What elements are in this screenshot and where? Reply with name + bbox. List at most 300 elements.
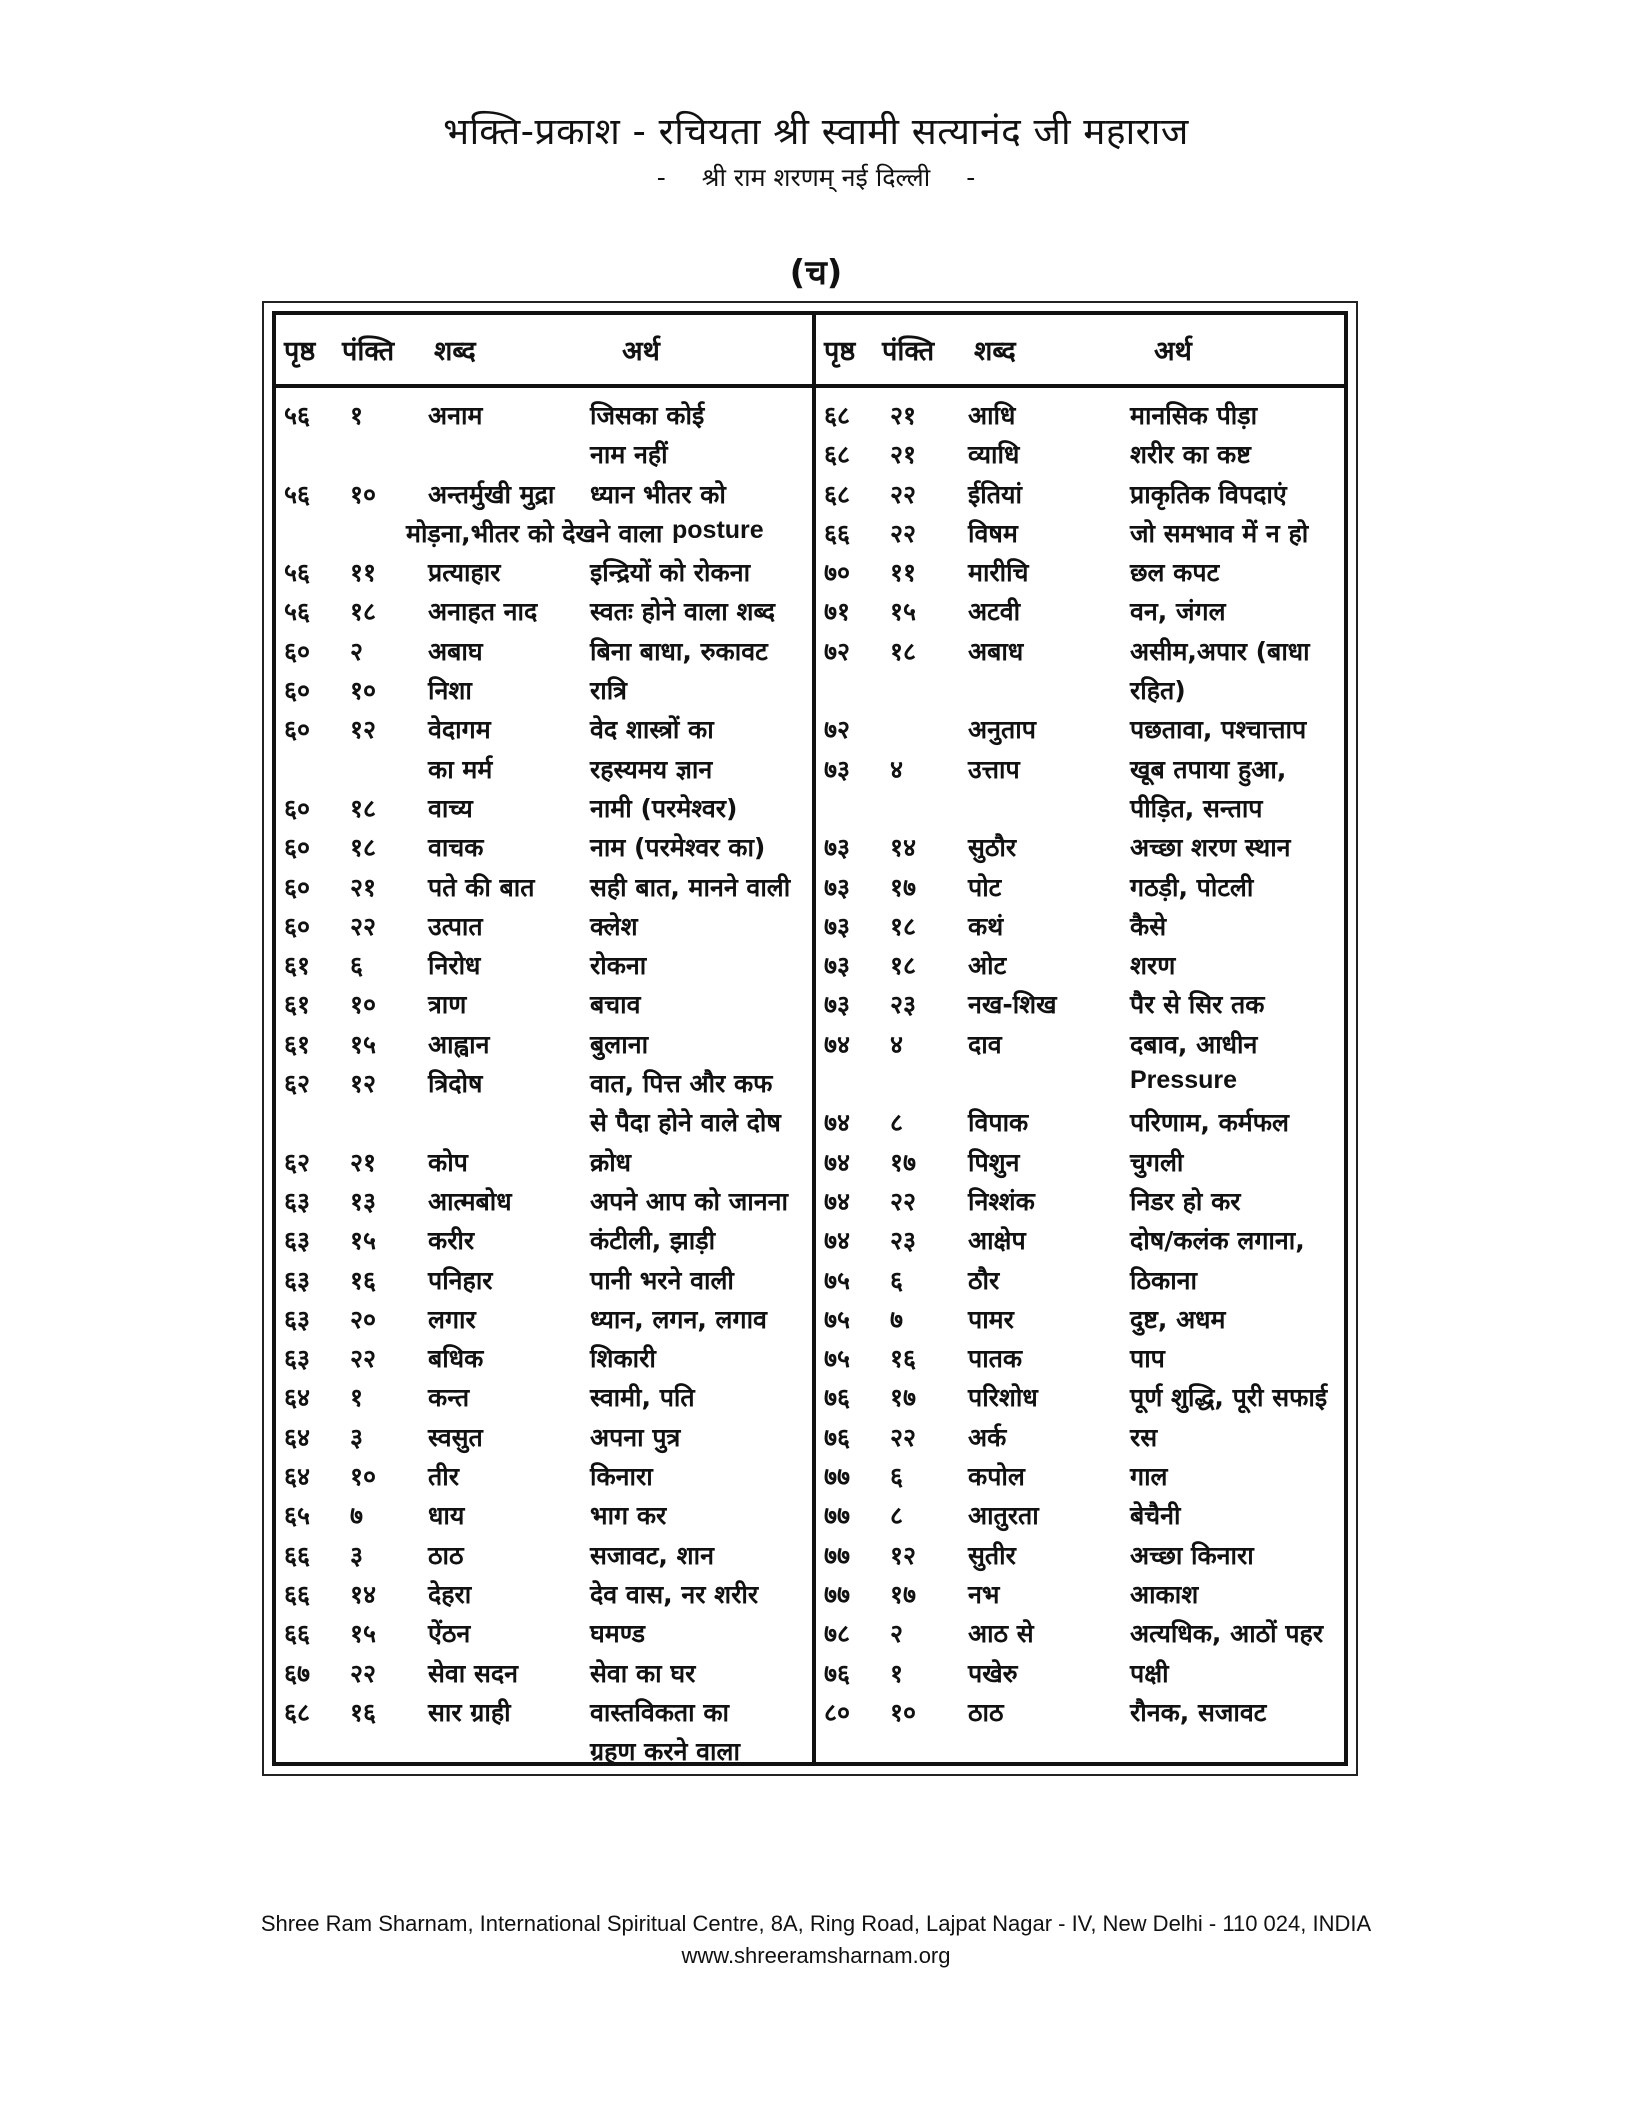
word: कन्त [428, 1383, 470, 1413]
word: अनाहत नाद [428, 597, 538, 627]
word: आठ से [968, 1619, 1034, 1649]
line-number: १८ [890, 911, 917, 941]
meaning-continuation: मोड़ना,भीतर को देखने वाला [406, 518, 663, 548]
meaning: पाप [1130, 1344, 1165, 1374]
page-number: ७५ [824, 1265, 851, 1295]
table-row [816, 551, 1348, 590]
table-row [276, 1691, 812, 1730]
meaning: गाल [1130, 1462, 1168, 1492]
meaning: कैसे [1130, 911, 1167, 941]
line-number: १५ [890, 597, 917, 627]
word: उत्पात [428, 911, 483, 941]
page-number: ७७ [824, 1462, 851, 1492]
page-number: ७७ [824, 1579, 851, 1609]
table-row [276, 590, 812, 629]
meaning: पैर से सिर तक [1130, 990, 1265, 1020]
meaning: बचाव [590, 990, 641, 1020]
page-number: ५६ [284, 479, 311, 509]
left-rows [276, 394, 812, 1769]
page-number: ६२ [284, 1147, 311, 1177]
page-number: ८० [824, 1697, 851, 1727]
page-number: ७२ [824, 636, 851, 666]
table-row [816, 905, 1348, 944]
meaning: अच्छा शरण स्थान [1130, 833, 1291, 863]
line-number: १४ [890, 833, 917, 863]
word: ओट [968, 951, 1007, 981]
meaning: शरीर का कष्ट [1130, 440, 1251, 470]
word: ठाठ [968, 1697, 1004, 1727]
table-row [816, 473, 1348, 512]
table-row [276, 944, 812, 983]
page-number: ७७ [824, 1540, 851, 1570]
meaning: खूब तपाया हुआ, [1130, 754, 1287, 784]
table-row [816, 512, 1348, 551]
line-number: १६ [350, 1265, 377, 1295]
table-row [276, 433, 812, 472]
word: का मर्म [428, 754, 493, 784]
header-line: पंक्ति [342, 336, 395, 367]
line-number: ८ [890, 1108, 904, 1138]
header-meaning: अर्थ [622, 336, 660, 367]
right-rows [816, 394, 1348, 1730]
line-number: २३ [890, 1226, 917, 1256]
page-number: ६८ [824, 401, 851, 430]
page-number: ७८ [824, 1619, 851, 1649]
table-row [276, 1337, 812, 1376]
page-number: ६० [284, 793, 311, 823]
page-number: ७४ [824, 1226, 851, 1256]
table-row [276, 630, 812, 669]
meaning: ग्रहण करने वाला [590, 1737, 740, 1767]
word: ईतियां [968, 479, 1022, 509]
table-row [816, 630, 1348, 669]
header-page: पृष्ठ [284, 336, 316, 367]
line-number: २ [350, 636, 364, 666]
meaning: किनारा [590, 1462, 653, 1492]
line-number: १७ [890, 1579, 917, 1609]
word: पते की बात [428, 872, 535, 902]
table-row [276, 1612, 812, 1651]
line-number: १७ [890, 1383, 917, 1413]
page-number: ७४ [824, 1147, 851, 1177]
meaning: मानसिक पीड़ा [1130, 401, 1258, 430]
word: विपाक [968, 1108, 1029, 1138]
table-row [276, 1219, 812, 1258]
meaning: असीम,अपार (बाधा [1130, 636, 1310, 666]
meaning: रौनक, सजावट [1130, 1697, 1267, 1727]
line-number: २१ [890, 401, 917, 430]
page-number: ७४ [824, 1186, 851, 1216]
meaning: दोष/कलंक लगाना, [1130, 1226, 1305, 1256]
meaning: बुलाना [590, 1029, 649, 1059]
table-row [816, 1337, 1348, 1376]
line-number: ११ [350, 558, 377, 588]
line-number: १२ [350, 715, 377, 745]
meaning: ध्यान भीतर को [590, 479, 726, 509]
word: नभ [968, 1579, 1000, 1609]
left-header-row [276, 315, 812, 384]
meaning: नामी (परमेश्वर) [590, 793, 738, 823]
table-row [276, 1455, 812, 1494]
line-number: २२ [890, 518, 917, 548]
table-row [276, 1023, 812, 1062]
page-number: ६१ [284, 1029, 311, 1059]
page-number: ७५ [824, 1304, 851, 1334]
right-column [816, 315, 1348, 1762]
meaning: बेचैनी [1130, 1501, 1181, 1531]
meaning: प्राकृतिक विपदाएं [1130, 479, 1287, 509]
line-number: १० [350, 676, 377, 706]
line-number: ३ [350, 1422, 364, 1452]
page-number: ६० [284, 636, 311, 666]
line-number: २२ [890, 1186, 917, 1216]
meaning: गठड़ी, पोटली [1130, 872, 1254, 902]
word: अनुताप [968, 715, 1036, 745]
meaning: वन, जंगल [1130, 597, 1226, 627]
page-number: ६१ [284, 990, 311, 1020]
word: वेदागम [428, 715, 491, 745]
table-row [816, 1652, 1348, 1691]
word: आधि [968, 401, 1016, 430]
meaning: चुगली [1130, 1147, 1184, 1177]
meaning-english: Pressure [1130, 1066, 1238, 1095]
word: परिशोध [968, 1383, 1038, 1413]
table-row [276, 1101, 812, 1140]
line-number: ६ [350, 951, 364, 981]
page-number: ७३ [824, 833, 851, 863]
word: मारीचि [968, 558, 1029, 588]
word: वाच्य [428, 793, 473, 823]
table-row [816, 748, 1348, 787]
word: त्राण [428, 990, 467, 1020]
table-row [816, 826, 1348, 865]
page-number: ७२ [824, 715, 851, 745]
word: कथं [968, 911, 1004, 941]
line-number: १० [350, 479, 377, 509]
left-column [276, 315, 812, 1767]
meaning: पानी भरने वाली [590, 1265, 734, 1295]
page-number: ६३ [284, 1304, 311, 1334]
header-word: शब्द [974, 336, 1016, 367]
section-heading: (च) [789, 253, 843, 293]
table-row [276, 1259, 812, 1298]
line-number: १३ [350, 1186, 377, 1216]
line-number: १६ [890, 1344, 917, 1374]
line-number: १४ [350, 1579, 377, 1609]
line-number: ४ [890, 754, 904, 784]
word: पामर [968, 1304, 1014, 1334]
line-number: २० [350, 1304, 377, 1334]
meaning: अच्छा किनारा [1130, 1540, 1254, 1570]
page-number: ६० [284, 911, 311, 941]
subtitle-text: श्री राम शरणम् नई दिल्ली [701, 163, 931, 192]
table-row [276, 1534, 812, 1573]
page-number: ६० [284, 715, 311, 745]
footer-address: Shree Ram Sharnam, International Spiritual Centre, 8A, Ring Road, Lajpat Nagar - IV, New Delhi - 110 024, INDIA [260, 1911, 1372, 1936]
meaning: रात्रि [590, 676, 627, 706]
line-number: १२ [350, 1069, 377, 1099]
word: कपोल [968, 1462, 1025, 1492]
meaning: अपना पुत्र [590, 1422, 681, 1452]
word: पिशुन [968, 1147, 1020, 1177]
meaning: क्रोध [590, 1147, 632, 1177]
meaning: पछतावा, पश्चात्ताप [1130, 715, 1307, 745]
line-number: १८ [890, 951, 917, 981]
word: प्रत्याहार [428, 558, 501, 588]
page-subtitle [0, 160, 1632, 194]
table-row [276, 708, 812, 747]
table-row [276, 905, 812, 944]
word: पातक [968, 1344, 1023, 1374]
table-row [816, 708, 1348, 747]
table-row [276, 512, 812, 551]
meaning: वास्तविकता का [590, 1697, 730, 1727]
meaning: निडर हो कर [1130, 1186, 1241, 1216]
meaning: घमण्ड [590, 1619, 645, 1649]
right-header-row [816, 315, 1348, 384]
table-row [816, 1691, 1348, 1730]
line-number: ४ [890, 1029, 904, 1059]
word: ठौर [968, 1265, 1000, 1295]
page-number: ७४ [824, 1108, 851, 1138]
table-row [816, 1298, 1348, 1337]
subtitle-dash-left: - [656, 163, 666, 192]
page-number: ६३ [284, 1226, 311, 1256]
line-number: २२ [350, 1344, 377, 1374]
subtitle-dash-right: - [966, 163, 976, 192]
line-number: १७ [890, 872, 917, 902]
table-row [816, 1259, 1348, 1298]
word: सार ग्राही [428, 1697, 511, 1727]
page-number: ७३ [824, 990, 851, 1020]
word: दाव [968, 1029, 1002, 1059]
page-number: ६८ [824, 440, 851, 470]
word: सुतीर [968, 1540, 1016, 1570]
page-number: ६१ [284, 951, 311, 981]
meaning: क्लेश [590, 911, 638, 941]
line-number: १० [890, 1697, 917, 1727]
page-number: ६० [284, 833, 311, 863]
meaning: ध्यान, लगन, लगाव [590, 1304, 767, 1334]
table-row [816, 1494, 1348, 1533]
meaning: जिसका कोई [590, 401, 705, 430]
table-row [816, 590, 1348, 629]
table-row [276, 1416, 812, 1455]
line-number: १ [350, 401, 364, 430]
meaning-english: posture [672, 515, 764, 544]
table-row [276, 866, 812, 905]
page-number: ६४ [284, 1462, 311, 1492]
table-row [816, 787, 1348, 826]
table-row [816, 1141, 1348, 1180]
word: अन्तर्मुखी मुद्रा [428, 479, 555, 509]
page-number: ७६ [824, 1422, 851, 1452]
table-row [276, 1062, 812, 1101]
meaning: सेवा का घर [590, 1658, 696, 1688]
meaning: शिकारी [590, 1344, 656, 1374]
header-line: पंक्ति [882, 336, 935, 367]
table-row [816, 1219, 1348, 1258]
page-number: ६३ [284, 1265, 311, 1295]
meaning: स्वतः होने वाला शब्द [590, 597, 776, 627]
meaning: देव वास, नर शरीर [590, 1579, 759, 1609]
header-word: शब्द [434, 336, 476, 367]
meaning: भाग कर [590, 1501, 667, 1531]
meaning: बिना बाधा, रुकावट [590, 636, 768, 666]
page-number: ६३ [284, 1344, 311, 1374]
word: ठाठ [428, 1540, 464, 1570]
word: नख-शिख [968, 990, 1057, 1020]
meaning: सही बात, मानने वाली [590, 872, 791, 902]
page-number: ७३ [824, 754, 851, 784]
line-number: १५ [350, 1619, 377, 1649]
table-row [276, 1376, 812, 1415]
meaning: शरण [1130, 951, 1176, 981]
page-number: ६० [284, 676, 311, 706]
meaning: अत्यधिक, आठों पहर [1130, 1619, 1324, 1649]
line-number: १८ [890, 636, 917, 666]
table-row [276, 748, 812, 787]
meaning: इन्द्रियों को रोकना [590, 558, 751, 588]
meaning: कंटीली, झाड़ी [590, 1226, 716, 1256]
page-number: ७७ [824, 1501, 851, 1531]
table-row [816, 1573, 1348, 1612]
line-number: १८ [350, 597, 377, 627]
table-row [276, 1730, 812, 1769]
word: ऐंठन [428, 1619, 471, 1649]
word: अटवी [968, 597, 1021, 627]
table-row [276, 1652, 812, 1691]
page-number: ५६ [284, 597, 311, 627]
page-number: ६४ [284, 1383, 311, 1413]
meaning: नाम (परमेश्वर का) [590, 833, 766, 863]
line-number: ७ [350, 1501, 364, 1531]
page-number: ७४ [824, 1029, 851, 1059]
footer [0, 1908, 1632, 1972]
page-number: ६२ [284, 1069, 311, 1099]
page-number: ६३ [284, 1186, 311, 1216]
table-row [276, 826, 812, 865]
page-number: ७१ [824, 597, 851, 627]
line-number: १५ [350, 1029, 377, 1059]
header-meaning: अर्थ [1154, 336, 1192, 367]
table-row [276, 394, 812, 433]
table-row [816, 1416, 1348, 1455]
meaning: आकाश [1130, 1579, 1199, 1609]
word: आक्षेप [968, 1226, 1026, 1256]
line-number: १२ [890, 1540, 917, 1570]
table-row [816, 1023, 1348, 1062]
line-number: २१ [890, 440, 917, 470]
meaning: दुष्ट, अधम [1130, 1304, 1226, 1334]
page-number: ६८ [284, 1697, 311, 1727]
meaning: सजावट, शान [590, 1540, 714, 1570]
table-row [276, 669, 812, 708]
footer-website: www.shreeramsharnam.org [681, 1943, 951, 1968]
meaning: पीड़ित, सन्ताप [1130, 793, 1263, 823]
line-number: १८ [350, 833, 377, 863]
word: करीर [428, 1226, 475, 1256]
table-row [276, 1573, 812, 1612]
meaning: रहस्यमय ज्ञान [590, 754, 713, 784]
line-number: १० [350, 1462, 377, 1492]
word: अबाघ [428, 636, 483, 666]
page-number: ६८ [824, 479, 851, 509]
meaning: पूर्ण शुद्धि, पूरी सफाई [1130, 1383, 1328, 1413]
line-number: २२ [350, 1658, 377, 1688]
word: पनिहार [428, 1265, 493, 1295]
line-number: १५ [350, 1226, 377, 1256]
word: निश्शंक [968, 1186, 1035, 1216]
meaning: रहित) [1130, 676, 1186, 706]
line-number: २३ [890, 990, 917, 1020]
table-row [276, 1180, 812, 1219]
word: उत्ताप [968, 754, 1020, 784]
word: लगार [428, 1304, 476, 1334]
line-number: ६ [890, 1265, 904, 1295]
line-number: १६ [350, 1697, 377, 1727]
table-row [276, 1494, 812, 1533]
word: तीर [428, 1462, 459, 1492]
meaning: से पैदा होने वाले दोष [590, 1108, 781, 1138]
page-number: ५६ [284, 558, 311, 588]
word: व्याधि [968, 440, 1020, 470]
line-number: २२ [350, 911, 377, 941]
meaning: वात, पित्त और कफ [590, 1069, 773, 1099]
table-row [816, 394, 1348, 433]
line-number: २१ [350, 872, 377, 902]
meaning: नाम नहीं [590, 440, 668, 470]
page-number: ६५ [284, 1501, 311, 1531]
table-row [816, 1101, 1348, 1140]
meaning: पक्षी [1130, 1658, 1169, 1688]
word: आतुरता [968, 1501, 1039, 1531]
word: आत्मबोध [428, 1186, 512, 1216]
table-row [816, 669, 1348, 708]
table-row [816, 983, 1348, 1022]
page-number: ५६ [284, 401, 311, 430]
meaning: दबाव, आधीन [1130, 1029, 1258, 1059]
table-row [816, 866, 1348, 905]
page-number: ६६ [284, 1540, 311, 1570]
line-number: ११ [890, 558, 917, 588]
line-number: १ [890, 1658, 904, 1688]
table-row [816, 1062, 1348, 1101]
page-number: ७३ [824, 911, 851, 941]
meaning: ठिकाना [1130, 1265, 1198, 1295]
page-number: ६० [284, 872, 311, 902]
meaning: वेद शास्त्रों का [590, 715, 714, 745]
table-row [816, 1376, 1348, 1415]
meaning: छल कपट [1130, 558, 1220, 588]
word: पोट [968, 872, 1002, 902]
line-number: १० [350, 990, 377, 1020]
table-row [816, 1455, 1348, 1494]
word: वाचक [428, 833, 484, 863]
page-number: ६७ [284, 1658, 311, 1688]
table-row [816, 1612, 1348, 1651]
word: पखेरु [968, 1658, 1018, 1688]
word: बधिक [428, 1344, 484, 1374]
table-row [276, 983, 812, 1022]
page-number: ७५ [824, 1344, 851, 1374]
word: अबाध [968, 636, 1024, 666]
page-number: ७६ [824, 1383, 851, 1413]
line-number: १७ [890, 1147, 917, 1177]
word: निशा [428, 676, 472, 706]
line-number: २१ [350, 1147, 377, 1177]
line-number: ७ [890, 1304, 904, 1334]
